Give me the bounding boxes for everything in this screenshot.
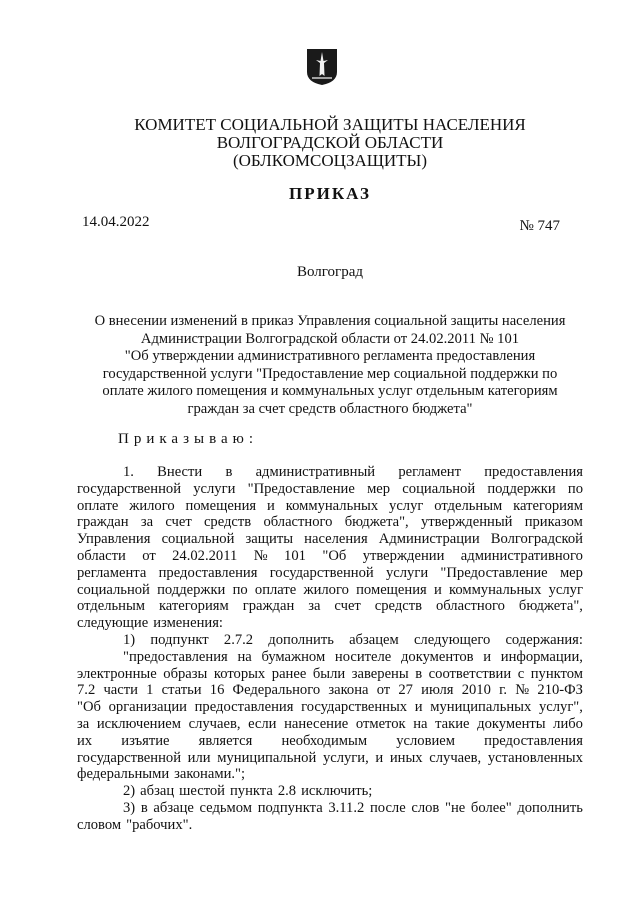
body-word: помещения bbox=[356, 581, 427, 598]
body-line bbox=[77, 632, 583, 649]
body-word: 2010 bbox=[461, 682, 491, 699]
body-word: такие bbox=[435, 715, 470, 732]
body-word: документы bbox=[477, 715, 546, 732]
body-word: коммунальных bbox=[285, 497, 379, 514]
body-word: "Предоставление bbox=[247, 480, 355, 497]
body-word: от bbox=[142, 547, 156, 564]
coat-of-arms-icon bbox=[306, 48, 338, 86]
body-word: дополнить bbox=[517, 799, 583, 816]
body-word: населения bbox=[304, 531, 368, 548]
body-word: средств bbox=[203, 514, 252, 531]
body-word: в bbox=[140, 799, 148, 816]
body-word: граждан bbox=[242, 598, 295, 615]
body-word: г. bbox=[499, 682, 508, 699]
organization-name bbox=[60, 116, 600, 170]
body-word: услуги bbox=[385, 564, 429, 581]
body-line bbox=[77, 733, 583, 750]
body-word: в bbox=[415, 665, 423, 682]
body-word: 7.2 bbox=[77, 682, 96, 699]
body-word: категориям bbox=[158, 598, 229, 615]
body-word: государственных bbox=[301, 699, 408, 716]
body-word: оплате bbox=[77, 497, 119, 514]
body-word: области bbox=[77, 547, 126, 564]
body-word: 210-ФЗ bbox=[537, 682, 583, 699]
body-word: регламент bbox=[398, 464, 461, 480]
body-word: словом bbox=[77, 816, 122, 833]
body-word: услуг", bbox=[538, 699, 583, 716]
body-word: закона bbox=[328, 682, 369, 699]
body-word: услуги bbox=[193, 480, 236, 497]
body-word: предоставления bbox=[484, 464, 583, 480]
body-word: были bbox=[312, 665, 346, 682]
body-word: носителе bbox=[334, 648, 392, 665]
body-word: если bbox=[248, 715, 277, 732]
body-line bbox=[77, 598, 583, 615]
body-line bbox=[77, 716, 583, 733]
body-word: исключить; bbox=[301, 783, 373, 800]
body-word: пунктом bbox=[530, 665, 583, 682]
body-word: образы bbox=[163, 665, 208, 682]
body-word: подпункт bbox=[150, 631, 209, 648]
body-word: их bbox=[77, 732, 93, 749]
body-word: бюджета", bbox=[518, 598, 583, 615]
body-word: по bbox=[232, 581, 248, 598]
document-subject bbox=[70, 313, 590, 419]
body-word: "рабочих". bbox=[126, 816, 193, 833]
subject-line: государственной услуги "Предоставление мер социальной поддержки по bbox=[102, 365, 558, 382]
body-word: "Об bbox=[77, 699, 101, 716]
body-word: "Об bbox=[322, 547, 347, 564]
body-word: "Предоставление bbox=[440, 564, 548, 581]
org-line: ВОЛГОГРАДСКОЙ ОБЛАСТИ bbox=[216, 133, 444, 152]
body-word: заверены bbox=[351, 665, 409, 682]
document-type: ПРИКАЗ bbox=[289, 184, 371, 203]
document-city: Волгоград bbox=[296, 264, 363, 280]
body-word: мер bbox=[367, 480, 391, 497]
body-word: за bbox=[308, 598, 321, 615]
body-word: Внести bbox=[157, 464, 203, 480]
body-word: Администрации bbox=[378, 531, 480, 548]
body-word: исключением bbox=[96, 715, 181, 732]
body-line bbox=[77, 666, 583, 683]
body-word: отдельным bbox=[434, 497, 503, 514]
body-word: жилого bbox=[129, 497, 175, 514]
body-word: жилого bbox=[303, 581, 349, 598]
body-word: абзаце bbox=[153, 799, 194, 816]
body-line bbox=[77, 464, 583, 481]
body-word: по bbox=[567, 480, 583, 497]
body-word: следующие bbox=[77, 615, 149, 632]
body-word: государственной bbox=[77, 749, 182, 766]
body-word: за bbox=[140, 514, 154, 531]
body-word: 3) bbox=[123, 799, 136, 816]
body-word: категориям bbox=[513, 497, 583, 514]
body-word: или bbox=[187, 749, 211, 766]
subject-line: "Об утверждении административного регламента предоставления bbox=[124, 348, 536, 365]
body-word: отдельным bbox=[77, 598, 145, 615]
body-word: которых bbox=[213, 665, 266, 682]
body-word: части bbox=[103, 682, 138, 699]
body-word: случаев, bbox=[188, 715, 241, 732]
body-word: седьмом bbox=[199, 799, 253, 816]
body-line bbox=[77, 682, 583, 699]
body-word: 1 bbox=[146, 682, 154, 699]
body-word: "предоставления bbox=[123, 648, 228, 665]
body-line bbox=[77, 498, 583, 515]
body-word: законами."; bbox=[174, 766, 246, 783]
body-word: отметок bbox=[355, 715, 406, 732]
body-word: социальной bbox=[161, 531, 235, 548]
subject-line: граждан за счет средств областного бюджета" bbox=[187, 400, 473, 417]
body-word: поддержки bbox=[157, 581, 226, 598]
org-line: КОМИТЕТ СОЦИАЛЬНОЙ ЗАЩИТЫ НАСЕЛЕНИЯ bbox=[134, 115, 526, 134]
body-word: регламента bbox=[77, 564, 147, 581]
body-word: 101 bbox=[284, 547, 306, 564]
document-number: № 747 bbox=[519, 218, 560, 234]
body-word: 27 bbox=[398, 682, 413, 699]
body-word: подпункта bbox=[257, 799, 323, 816]
body-word: Волгоградской bbox=[490, 531, 583, 548]
body-word: необходимым bbox=[281, 732, 368, 749]
body-word: иных bbox=[389, 749, 423, 766]
body-word: от bbox=[376, 682, 391, 699]
directive-word: Приказываю: bbox=[118, 431, 258, 447]
body-word: Федерального bbox=[232, 682, 321, 699]
body-line bbox=[77, 548, 583, 565]
subject-line: Администрации Волгоградской области от 24.02.2011 № 101 bbox=[140, 330, 520, 347]
body-word: 16 bbox=[209, 682, 225, 699]
body-word: 2) bbox=[123, 783, 136, 800]
body-word: 2.8 bbox=[277, 783, 297, 800]
body-word: на bbox=[237, 648, 252, 665]
body-word: № bbox=[253, 547, 268, 564]
body-line bbox=[77, 783, 583, 800]
body-word: более" bbox=[470, 799, 512, 816]
body-word: и bbox=[433, 581, 442, 598]
body-word: на bbox=[413, 715, 428, 732]
body-word: абзац bbox=[140, 783, 175, 800]
body-word: предоставления bbox=[194, 699, 294, 716]
body-word: Управления bbox=[77, 531, 151, 548]
body-line bbox=[77, 615, 583, 632]
body-word: государственной bbox=[77, 480, 182, 497]
body-line bbox=[77, 766, 583, 783]
body-word: областного bbox=[435, 598, 505, 615]
body-word: с bbox=[517, 665, 525, 682]
body-word: поддержки bbox=[487, 480, 556, 497]
body-word: счет bbox=[334, 598, 361, 615]
body-word: оплате bbox=[254, 581, 297, 598]
body-word: шестой bbox=[179, 783, 225, 800]
body-word: 3.11.2 bbox=[328, 799, 365, 816]
document-body bbox=[77, 464, 583, 834]
body-word: предоставления bbox=[158, 564, 258, 581]
body-word: № bbox=[515, 682, 530, 699]
body-line bbox=[77, 531, 583, 548]
body-word: 24.02.2011 bbox=[172, 547, 238, 564]
body-word: федеральными bbox=[77, 766, 170, 783]
body-word: средств bbox=[374, 598, 422, 615]
body-word: мер bbox=[559, 564, 583, 581]
body-word: является bbox=[198, 732, 253, 749]
body-line bbox=[77, 514, 583, 531]
body-word: услуг bbox=[389, 497, 424, 514]
body-word: предоставления bbox=[484, 732, 583, 749]
body-word: социальной bbox=[77, 581, 150, 598]
body-word: после bbox=[369, 799, 406, 816]
body-word: коммунальных bbox=[448, 581, 542, 598]
body-word: защиты bbox=[245, 531, 294, 548]
body-line bbox=[77, 800, 583, 817]
body-word: приказом bbox=[524, 514, 583, 531]
body-line bbox=[77, 649, 583, 666]
body-word: информации, bbox=[500, 648, 583, 665]
body-word: 1) bbox=[123, 631, 136, 648]
body-line bbox=[77, 565, 583, 582]
body-word: за bbox=[77, 715, 90, 732]
body-word: и bbox=[414, 699, 423, 716]
body-line bbox=[77, 481, 583, 498]
subject-line: О внесении изменений в приказ Управления социальной защиты населения bbox=[94, 313, 566, 329]
body-word: либо bbox=[553, 715, 583, 732]
body-word: документов bbox=[400, 648, 474, 665]
body-line bbox=[77, 699, 583, 716]
body-word: электронные bbox=[77, 665, 157, 682]
body-word: бумажном bbox=[261, 648, 326, 665]
body-word: утвержденный bbox=[420, 514, 513, 531]
body-word: дополнить bbox=[268, 631, 334, 648]
body-word: административный bbox=[255, 464, 376, 480]
org-line: (ОБЛКОМСОЦЗАЩИТЫ) bbox=[232, 151, 428, 170]
body-word: муниципальной bbox=[217, 749, 317, 766]
body-word: случаев, bbox=[429, 749, 482, 766]
body-word: и bbox=[375, 749, 384, 766]
body-word: услуг bbox=[548, 581, 583, 598]
body-line bbox=[77, 582, 583, 599]
body-word: социальной bbox=[402, 480, 476, 497]
body-word: в bbox=[225, 464, 233, 480]
body-word: утверждении bbox=[362, 547, 445, 564]
body-word: нанесение bbox=[284, 715, 349, 732]
body-word: услуги, bbox=[322, 749, 369, 766]
body-word: статьи bbox=[161, 682, 202, 699]
body-word: ранее bbox=[271, 665, 307, 682]
body-word: изъятие bbox=[121, 732, 170, 749]
body-word: административного bbox=[460, 547, 583, 564]
body-word: помещения bbox=[185, 497, 257, 514]
body-word: 1. bbox=[123, 464, 134, 480]
body-word: условием bbox=[396, 732, 455, 749]
body-word: муниципальных bbox=[430, 699, 532, 716]
body-word: бюджета", bbox=[344, 514, 409, 531]
body-word: и bbox=[267, 497, 275, 514]
body-word: граждан bbox=[77, 514, 129, 531]
body-word: организации bbox=[108, 699, 187, 716]
body-word: областного bbox=[263, 514, 333, 531]
body-word: слов bbox=[411, 799, 440, 816]
body-line bbox=[77, 750, 583, 767]
body-word: изменения: bbox=[153, 615, 223, 632]
body-word: июля bbox=[421, 682, 454, 699]
body-word: пункта bbox=[230, 783, 273, 800]
body-word: установленных bbox=[487, 749, 583, 766]
body-word: "не bbox=[445, 799, 466, 816]
body-word: счет bbox=[165, 514, 192, 531]
body-word: абзацем bbox=[349, 631, 399, 648]
body-word: содержания: bbox=[505, 631, 583, 648]
body-word: следующего bbox=[413, 631, 491, 648]
body-word: 2.7.2 bbox=[223, 631, 254, 648]
body-word: государственной bbox=[269, 564, 374, 581]
document-date: 14.04.2022 bbox=[82, 214, 150, 230]
subject-line: оплате жилого помещения и коммунальных услуг отдельным категориям bbox=[102, 383, 558, 400]
body-word: и bbox=[483, 648, 492, 665]
body-line bbox=[77, 817, 583, 834]
body-word: соответствии bbox=[428, 665, 512, 682]
